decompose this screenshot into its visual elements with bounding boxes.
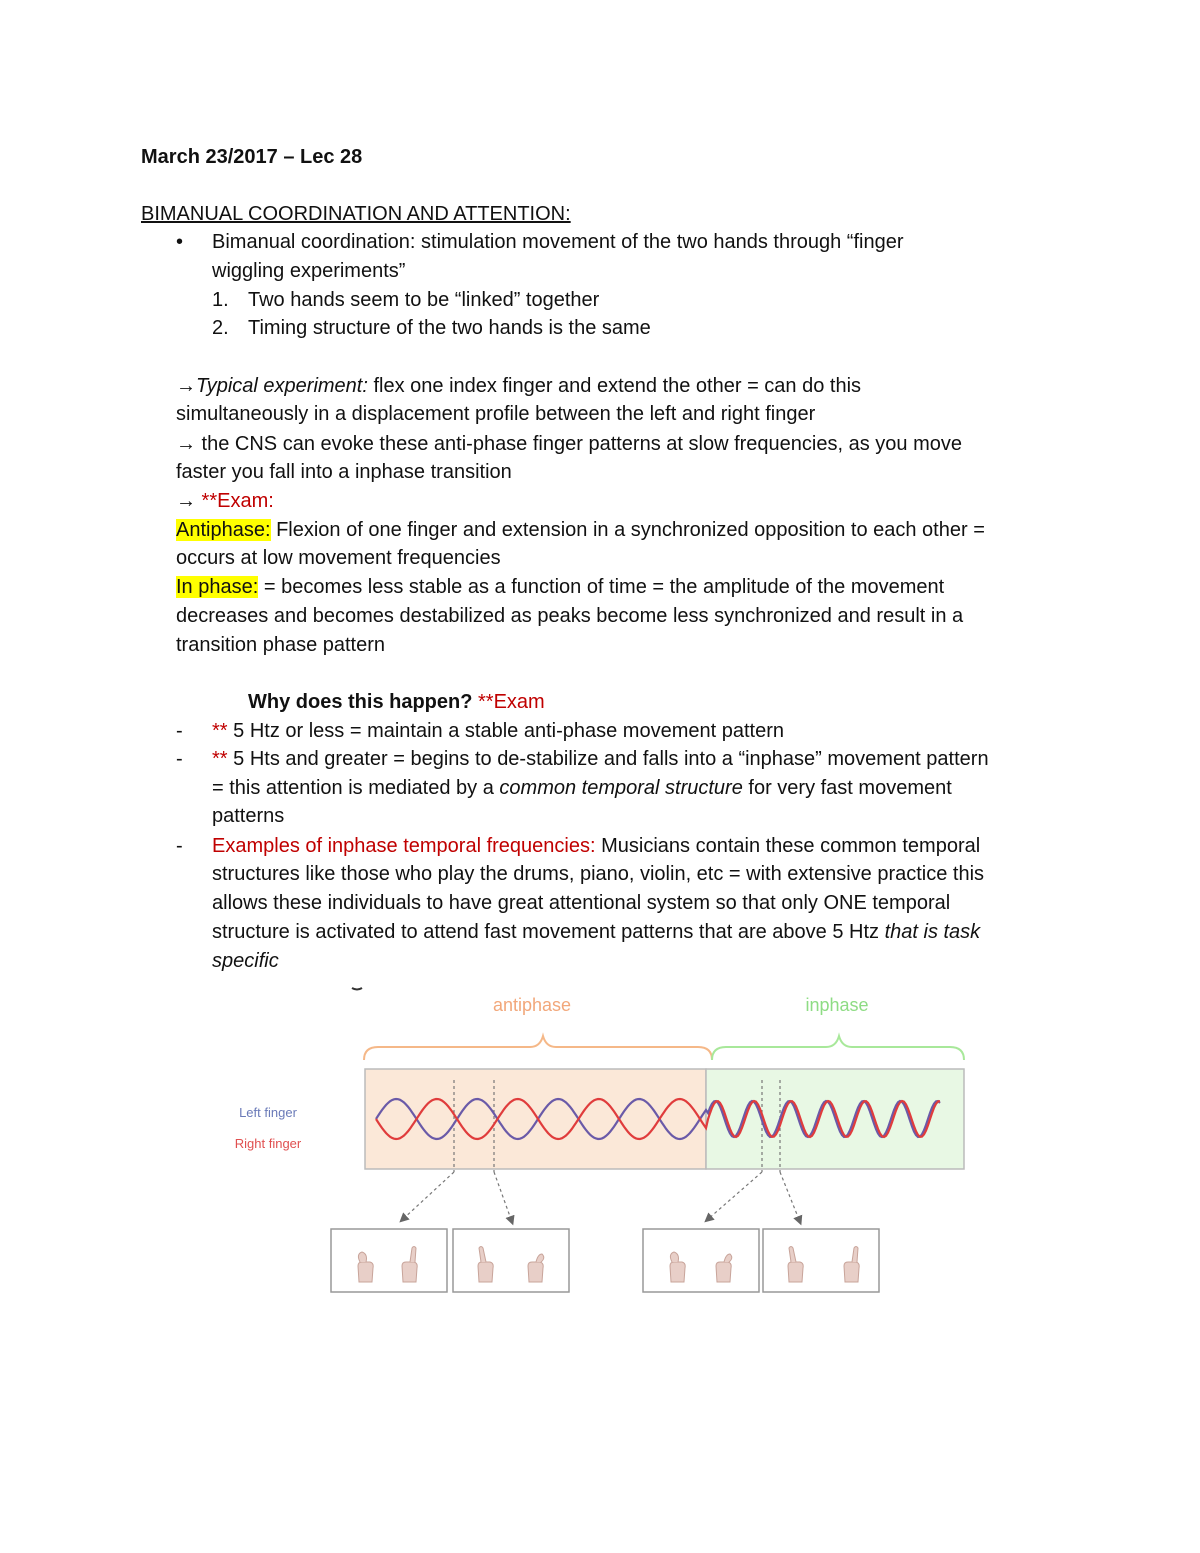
dash-mark: - <box>176 835 183 857</box>
why-exam-tag: **Exam <box>472 691 545 713</box>
dash-item-1-text: 5 Htz or less = maintain a stable anti-phase movement pattern <box>227 720 784 742</box>
left-finger-label: Left finger <box>239 1105 297 1120</box>
inphase-term: In phase: <box>176 576 259 598</box>
antiphase-definition-line-1 <box>176 516 985 545</box>
antiphase-definition-text: Flexion of one finger and extension in a synchronized opposition to each other = <box>270 519 985 541</box>
section-title: BIMANUAL COORDINATION AND ATTENTION: <box>141 203 571 225</box>
dash-item-2-line-3: patterns <box>212 805 285 827</box>
typical-experiment-text: flex one index finger and extend the other = can do this <box>367 375 862 397</box>
dash-item-3-line-4-italic: that is task <box>884 921 981 943</box>
hand-panel-3 <box>643 1229 759 1292</box>
why-question-line <box>248 688 545 717</box>
dash-item-2-line-2-text: = this attention is mediated by a <box>212 777 500 799</box>
numbered-item-1-text: Two hands seem to be “linked” together <box>248 289 600 311</box>
typical-experiment-line <box>176 372 861 401</box>
right-finger-label: Right finger <box>234 1136 302 1151</box>
numbered-item-2-text: Timing structure of the two hands is the same <box>248 317 651 339</box>
common-temporal-structure-term: common temporal structure <box>499 777 743 799</box>
hand-panel-1 <box>331 1229 447 1292</box>
stray-mark <box>352 988 362 990</box>
bullet-line-1: Bimanual coordination: stimulation movement of the two hands through “finger <box>212 231 904 253</box>
dash-mark: - <box>176 748 183 770</box>
inphase-definition-line-3: transition phase pattern <box>176 634 386 656</box>
inphase-definition-line-1 <box>176 573 944 602</box>
dash-item-3 <box>212 832 980 861</box>
dash-item-3-line-4-text: structure is activated to attend fast movement patterns that are above 5 Htz <box>212 921 885 943</box>
examples-heading: Examples of inphase temporal frequencies: <box>212 835 596 857</box>
dash-mark: - <box>176 720 183 742</box>
inphase-brace <box>712 1036 964 1060</box>
arrow-to-panel-2 <box>494 1172 512 1222</box>
exam-stars: ** <box>212 748 228 770</box>
inphase-definition-text: = becomes less stable as a function of time = the amplitude of the movement <box>258 576 945 598</box>
arrow-to-panel-3 <box>707 1172 762 1220</box>
dash-item-2-line-2 <box>212 774 952 803</box>
right-arrow-icon: → <box>176 490 196 512</box>
dash-item-3-line-2: structures like those who play the drums, piano, violin, etc = with extensive practice this <box>212 863 985 885</box>
inphase-label: inphase <box>805 995 869 1015</box>
dash-item-3-text: Musicians contain these common temporal <box>595 835 981 857</box>
dash-item-2-line-2-end: for very fast movement <box>742 777 952 799</box>
bullet-line-2: wiggling experiments” <box>212 260 406 282</box>
hand-panel-2 <box>453 1229 569 1292</box>
arrow-to-panel-4 <box>780 1172 800 1222</box>
cns-line <box>176 430 962 459</box>
dash-item-1 <box>212 717 784 746</box>
exam-line <box>176 487 274 516</box>
inphase-definition-line-2: decreases and becomes destabilized as peaks become less synchronized and result in a <box>176 605 964 627</box>
antiphase-term: Antiphase: <box>176 519 271 541</box>
cns-text: the CNS can evoke these anti-phase finger patterns at slow frequencies, as you move <box>196 433 962 455</box>
numbered-item-1-number: 1. <box>212 289 229 311</box>
dash-item-2 <box>212 745 989 774</box>
exam-marker: **Exam: <box>196 490 274 512</box>
cns-line-2: faster you fall into a inphase transition <box>176 461 512 483</box>
lecture-date-heading: March 23/2017 – Lec 28 <box>141 146 363 168</box>
right-arrow-icon: → <box>176 375 196 397</box>
arrow-to-panel-1 <box>402 1172 454 1220</box>
exam-stars: ** <box>212 720 228 742</box>
right-arrow-icon: → <box>176 433 196 455</box>
dash-item-2-text: 5 Hts and greater = begins to de-stabilize and falls into a “inphase” movement pattern <box>227 748 989 770</box>
typical-experiment-line-2: simultaneously in a displacement profile between the left and right finger <box>176 403 816 425</box>
dash-item-3-line-5: specific <box>212 950 279 972</box>
why-question: Why does this happen? <box>248 691 473 713</box>
antiphase-definition-line-2: occurs at low movement frequencies <box>176 547 501 569</box>
antiphase-inphase-figure <box>0 975 1200 1305</box>
bullet-mark: • <box>176 231 184 253</box>
dash-item-3-line-4 <box>212 918 980 947</box>
hand-panel-4 <box>763 1229 879 1292</box>
numbered-item-2-number: 2. <box>212 317 229 339</box>
antiphase-brace <box>364 1036 712 1060</box>
dash-item-3-line-3: allows these individuals to have great attentional system so that only ONE temporal <box>212 892 951 914</box>
antiphase-label: antiphase <box>492 995 572 1015</box>
typical-experiment-label: Typical experiment: <box>196 375 368 397</box>
